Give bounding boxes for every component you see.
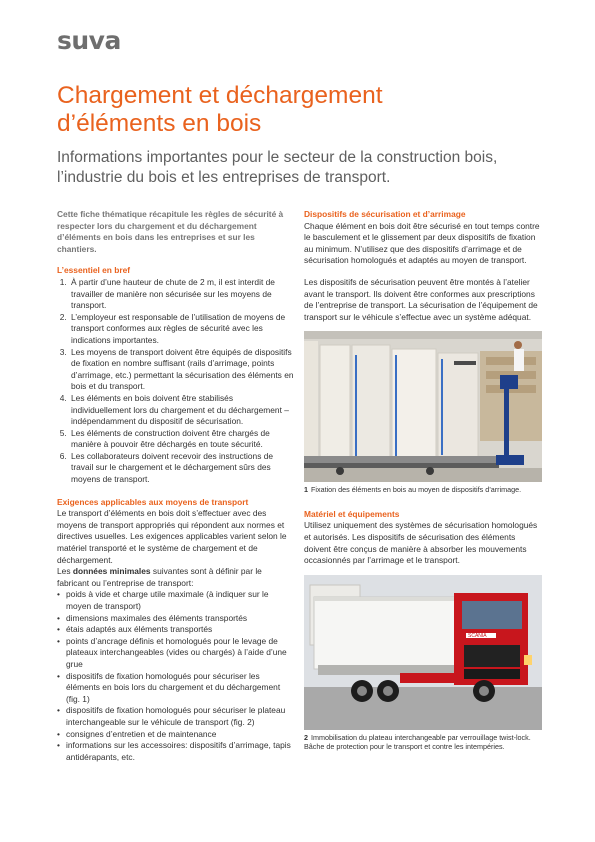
- exigences-heading: Exigences applicables aux moyens de transport: [57, 496, 249, 507]
- list-item: • informations sur les accessoires: dispositifs d’arrimage, tapis antidérapants, etc.: [57, 740, 295, 763]
- list-item: 4. Les éléments en bois doivent être stabilisés individuellement lors du chargement et du déchargement – indépendamment du dispositif de sécurisation.: [69, 393, 295, 428]
- list-item: • dispositifs de fixation homologués pour sécuriser le plateau interchangeable sur le véhicule de transport (fig. 2): [57, 705, 295, 728]
- materiel-heading: Matériel et équipements: [304, 508, 400, 519]
- page-subtitle: Informations importantes pour le secteur de la construction bois, l’industrie du bois et les entreprises de transport.: [57, 149, 498, 186]
- donnees-post: suivantes sont à définir par le fabricant ou l’entreprise de transport:: [57, 566, 262, 588]
- list-item: 6. Les collaborateurs doivent recevoir des instructions de travail sur le chargement et le déchargement sûrs des moyens de transport.: [69, 451, 295, 486]
- donnees-list: [57, 589, 295, 763]
- donnees-pre: Les: [57, 566, 73, 577]
- essentiel-heading: L’essentiel en bref: [57, 265, 131, 276]
- figure-1-number: 1: [304, 485, 308, 495]
- page-title: [57, 82, 537, 138]
- list-item: 1. À partir d’une hauteur de chute de 2 m, il est interdit de travailler de manière non sécurisée sur les moyens de transport.: [69, 277, 295, 312]
- suva-logo: suva: [57, 26, 121, 55]
- intro-paragraph: Cette fiche thématique récapitule les règles de sécurité à respecter lors du chargement et du déchargement d’éléments en bois dans les entreprises et sur les chantiers.: [57, 209, 284, 254]
- donnees-bold: données minimales: [72, 566, 151, 577]
- left-column: [57, 209, 295, 763]
- list-item: • étais adaptés aux éléments transportés: [57, 624, 295, 636]
- figure-2-number: 2: [304, 732, 308, 742]
- truck-illustration: [304, 575, 542, 730]
- title-line-1: Chargement et déchargement: [57, 82, 383, 109]
- list-item: • consignes d’entretien et de maintenance: [57, 729, 295, 741]
- list-item: 3. Les moyens de transport doivent être équipés de dispositifs de fixation en nombre suffisant (rails d’arrimage, points d’arrimage, etc.) permettant la sécurisation des éléments en bois et du transport.: [69, 347, 295, 393]
- right-column: [304, 209, 542, 752]
- essentiel-list: [57, 277, 295, 486]
- donnees-intro: [57, 566, 295, 589]
- figure-2-photo: [304, 575, 542, 730]
- dispositifs-paragraph-2: Les dispositifs de sécurisation peuvent être montés à l’atelier avant le transport. Ils doivent être conformes aux prescriptions de l’entreprise de transport. La sécurisation de l’équipement de transport sur le véhicule s’effectue avec un système adéquat.: [304, 276, 538, 322]
- truck-brand: SCANIA: [468, 632, 487, 639]
- figure-1-caption: [304, 485, 542, 495]
- figure-1-photo: [304, 331, 542, 482]
- figure-2-caption: [304, 733, 542, 752]
- exigences-paragraph: Le transport d’éléments en bois doit s’effectuer avec des moyens de transport appropriés qui répondent aux normes et directives usuelles. Les exigences applicables varient selon le matériel transporté et le système de chargement et de déchargement.: [57, 508, 287, 565]
- figure-2-text: Immobilisation du plateau interchangeable par verrouillage twist-lock. Bâche de protection pour le transport et contre les intempéries.: [304, 732, 531, 752]
- list-item: • points d’ancrage définis et homologués pour le levage de plateaux interchangeables (vides ou chargés) à l’aide d’une grue: [57, 636, 295, 671]
- materiel-paragraph: Utilisez uniquement des systèmes de sécurisation homologués et autorisés. Les dispositifs de sécurisation des éléments doivent être conçus de manière à absorber les mouvements occasionnés par l’arrimage et le transport.: [304, 520, 538, 566]
- title-line-2: d’éléments en bois: [57, 110, 262, 137]
- list-item: 5. Les éléments de construction doivent être chargés de manière à pouvoir être déchargés en toute sécurité.: [69, 428, 295, 451]
- list-item: • poids à vide et charge utile maximale (à indiquer sur le moyen de transport): [57, 589, 295, 612]
- dispositifs-paragraph-1: Chaque élément en bois doit être sécurisé en tout temps contre le basculement et le glissement par deux dispositifs de fixation au minimum. N’utilisez que des dispositifs d’arrimage et de sécurisation homologués et adaptés au moyen de transport.: [304, 220, 540, 266]
- dispositifs-heading: Dispositifs de sécurisation et d’arrimage: [304, 209, 466, 219]
- trailer-illustration: [304, 331, 542, 482]
- list-item: 2. L’employeur est responsable de l’utilisation de moyens de transport conformes aux règles de sécurité avec les indications importantes.: [69, 312, 295, 347]
- list-item: • dimensions maximales des éléments transportés: [57, 613, 295, 625]
- list-item: • dispositifs de fixation homologués pour sécuriser les éléments en bois lors du chargement et du déchargement (fig. 1): [57, 671, 295, 706]
- figure-1-text: Fixation des éléments en bois au moyen de dispositifs d’arrimage.: [311, 485, 522, 495]
